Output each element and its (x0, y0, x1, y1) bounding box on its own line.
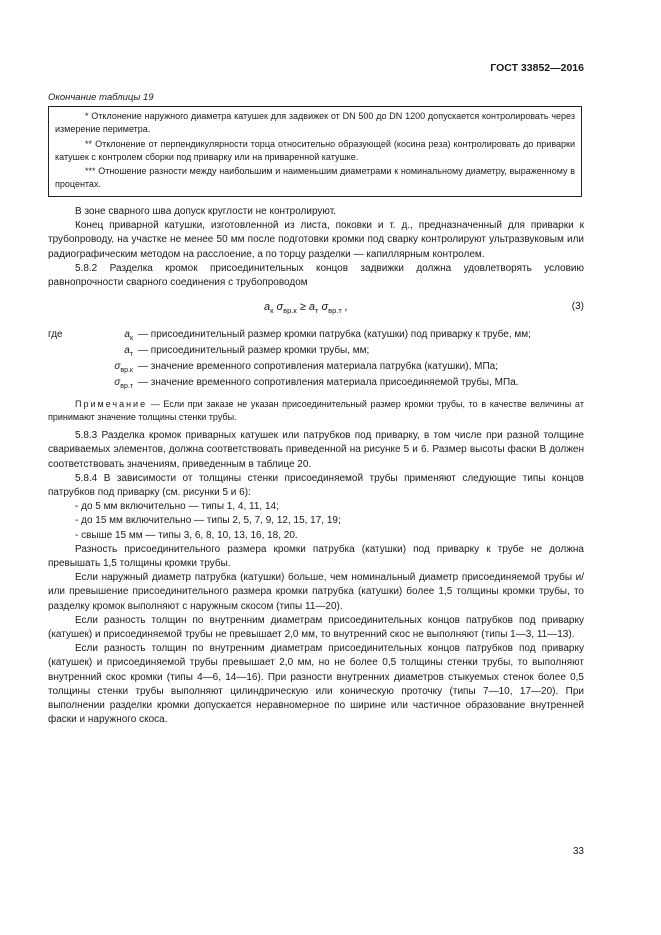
legend-row (48, 376, 584, 392)
legend-symbol (114, 376, 133, 394)
paragraph: 5.8.2 Разделка кромок присоединительных концов задвижки должна удовлетворять условию равнопрочности сварного соединения с трубопроводом (48, 262, 584, 289)
formula-row (48, 294, 584, 322)
legend-row (48, 360, 584, 376)
legend-sym-main: σ (114, 361, 121, 373)
paragraph: В зоне сварного шва допуск круглости не контролируют. (75, 206, 336, 217)
formula-sigma2-sub: вр.т (328, 306, 342, 316)
standard-header: ГОСТ 33852—2016 (490, 62, 584, 74)
equation-number: (3) (571, 301, 584, 313)
formula-a2: a (308, 301, 315, 314)
list-item: - до 15 мм включительно — типы 2, 5, 7, 9, 12, 15, 17, 19; (75, 515, 341, 527)
formula-geq: ≥ (299, 301, 306, 314)
page-number: 33 (572, 846, 584, 857)
formula-sigma1: σ (276, 301, 284, 314)
formula-a2-sub: т (314, 306, 319, 316)
footnote-1: * Отклонение наружного диаметра катушек для задвижек от DN 500 до DN 1200 допускается контролировать через измерение периметра. (55, 111, 575, 135)
legend-row (48, 328, 584, 344)
legend-sym-main: σ (114, 377, 121, 389)
page-content (48, 0, 584, 935)
legend-sym-sub: к (129, 335, 133, 343)
legend-text: — значение временного сопротивления материала присоединяемой трубы, МПа. (138, 377, 519, 389)
footnote-2: ** Отклонение от перпендикулярности торца относительно образующей (косина реза) контролировать до приварки катушек с контролем сборки под приварку или на приваренной катушке. (55, 138, 575, 162)
formula-tail: , (344, 301, 348, 314)
note-label: Примечание (75, 399, 148, 410)
legend-sym-sub: вр.к (120, 367, 133, 375)
legend-text: — присоединительный размер кромки трубы, мм; (138, 345, 370, 357)
table-footnotes-box (48, 106, 582, 197)
table-caption: Окончание таблицы 19 (48, 92, 154, 103)
paragraph: Если разность толщин по внутренним диаметрам присоединительных концов патрубков под приварку (катушек) и присоединяемой трубы не превышает 2,0 мм, то внутренний скос не выполняют (типы 1—3, 11—13). (48, 614, 584, 641)
formula-legend (48, 328, 584, 392)
note-text: — Если при заказе не указан присоединительный размер кромки трубы, то в качестве величины aт принимают значение толщины стенки трубы. (48, 399, 584, 422)
list-item: - до 5 мм включительно — типы 1, 4, 11, 14; (75, 501, 279, 513)
formula-a-sub: к (270, 306, 274, 316)
formula (264, 300, 348, 318)
body-text (48, 205, 584, 727)
formula-sigma2: σ (321, 301, 329, 314)
paragraph: 5.8.3 Разделка кромок приварных катушек или патрубков под приварку, в том числе при разной толщине свариваемых элементов, должна соответствовать приведенной на рисунке 5 и 6. Размер высоты фаски В должен соответствовать значениям, приведенным в таблице 20. (48, 430, 584, 470)
formula-sigma1-sub: вр.к (283, 306, 297, 316)
list-item: - свыше 15 мм — типы 3, 6, 8, 10, 13, 16, 18, 20. (75, 529, 298, 541)
legend-text: — присоединительный размер кромки патрубка (катушки) под приварку к трубе, мм; (138, 329, 531, 341)
paragraph: Если наружный диаметр патрубка (катушки) больше, чем номинальный диаметр присоединяемой трубы и/или превышение присоединительного размера кромки патрубка (катушки) более 1,5 толщины кромки трубы, то разделку кромок выполняют с наружным скосом (типы 11—20). (48, 572, 584, 612)
paragraph: Если разность толщин по внутренним диаметрам присоединительных концов патрубков под приварку (катушек) и присоединяемой трубы превышает 2,0 мм, но не более 0,5 толщины стенки трубы, то выполняют внутренний скос кромки (типы 4—6, 14—16). При разности внутренних диаметров стыкуемых стенок более 0,5 толщины стенки трубы выполняют цилиндрическую или коническую проточку (типы 7—10, 17—20). При выполнении разделки кромки допускается неравномерное по ширине или частичное образование внутренней фаски и наружного скоса. (48, 643, 584, 726)
legend-sym-main: a (124, 329, 130, 341)
legend-sym-sub: вр.т (120, 383, 133, 391)
legend-where: где (48, 329, 63, 341)
paragraph: Конец приварной катушки, изготовленной из листа, поковки и т. д., предназначенный для приварки к трубопроводу, на участке не менее 50 мм после подготовки кромки под сварку контролируют ультразвуковым или радиографическим методом на расслоение, а по торцу разделки — капиллярным контролем. (48, 220, 584, 260)
footnote-3: *** Отношение разности между наибольшим и наименьшим диаметрами к номинальному диаметру, выраженному в процентах. (55, 166, 575, 190)
formula-a: a (264, 301, 271, 314)
paragraph: Разность присоединительного размера кромки патрубка (катушки) под приварку к трубе не должна превышать 1,5 толщины кромки трубы. (48, 543, 584, 570)
note (48, 398, 584, 423)
paragraph: 5.8.4 В зависимости от толщины стенки присоединяемой трубы применяют следующие типы концов патрубков под приварку (см. рисунки 5 и 6): (48, 472, 584, 499)
legend-sym-main: a (124, 345, 130, 357)
legend-text: — значение временного сопротивления материала патрубка (катушки), МПа; (138, 361, 499, 373)
legend-row (48, 344, 584, 360)
legend-sym-sub: т (129, 351, 133, 359)
